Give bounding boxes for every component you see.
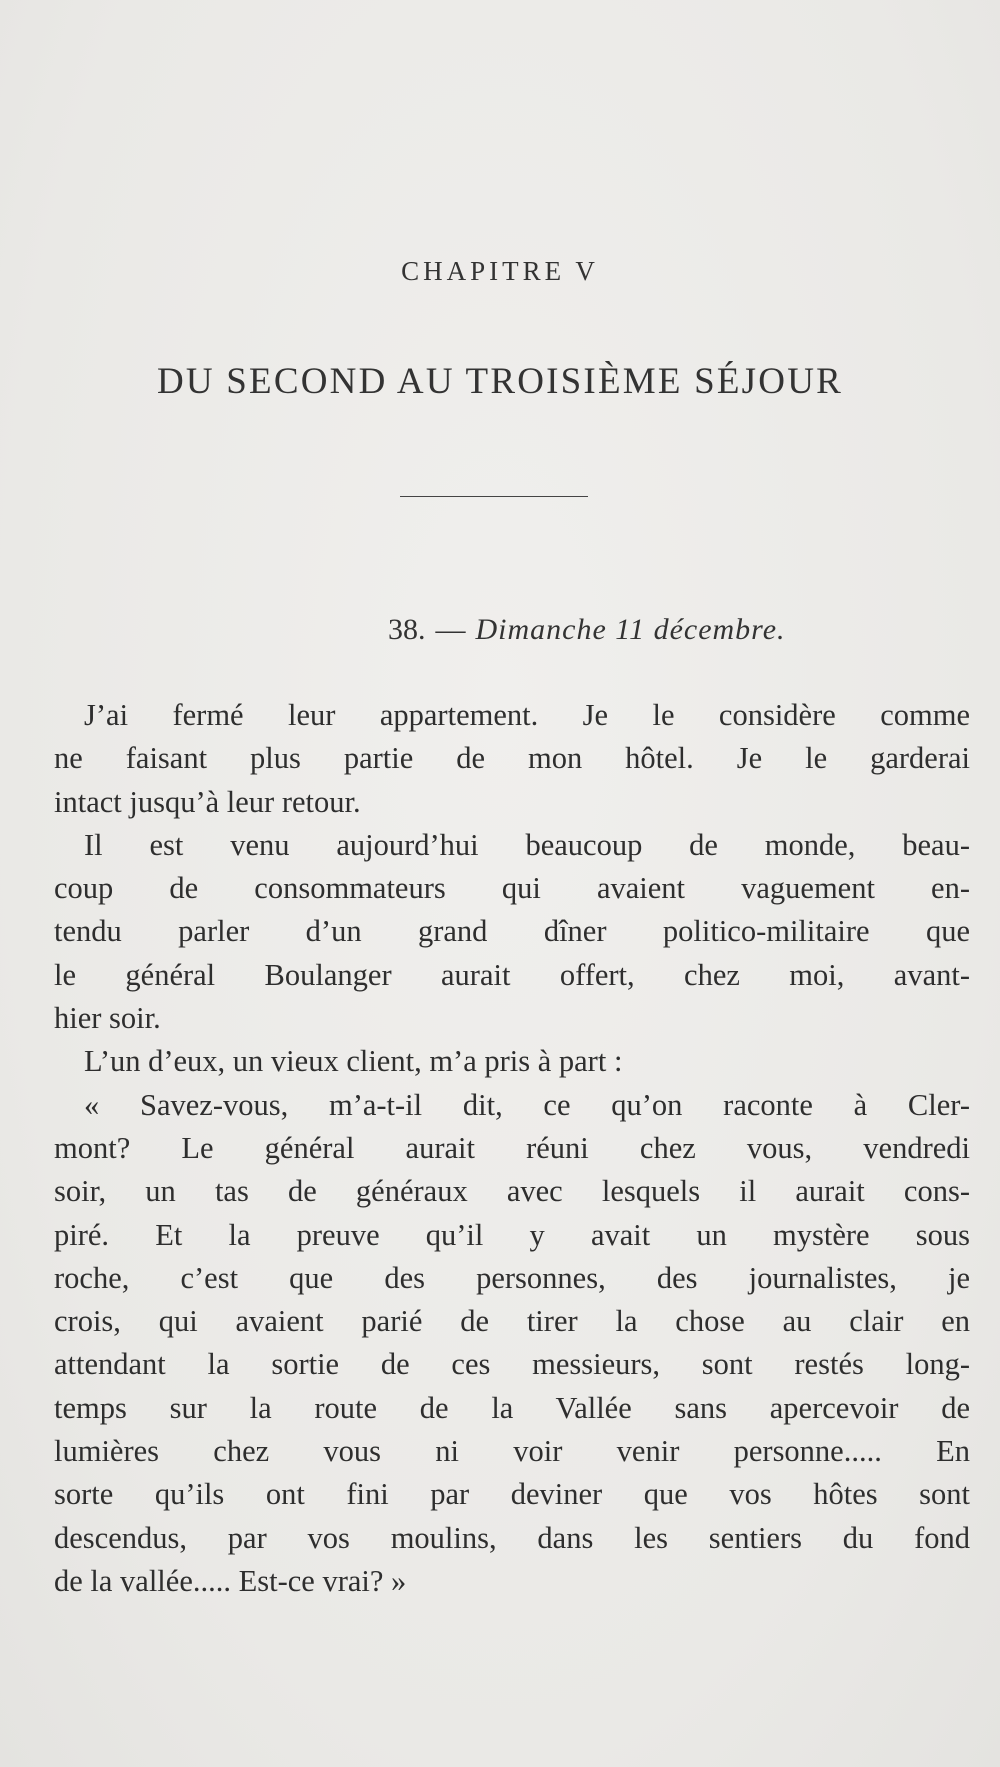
text-line: Il est venu aujourd’hui beaucoup de monde, beau- xyxy=(84,827,970,862)
text-line: tendu parler d’un grand dîner politico-militaire que xyxy=(54,914,970,949)
text-line: temps sur la route de la Vallée sans apercevoir de xyxy=(54,1390,970,1425)
text-line: ne faisant plus partie de mon hôtel. Je le garderai xyxy=(54,741,970,776)
chapter-label: CHAPITRE V xyxy=(401,256,599,286)
text-line: roche, c’est que des personnes, des journalistes, je xyxy=(54,1260,970,1295)
text-line: sorte qu’ils ont fini par deviner que vos hôtes sont xyxy=(54,1477,970,1512)
entry-separator: — xyxy=(435,613,466,646)
text-line: crois, qui avaient parié de tirer la chose au clair en xyxy=(54,1304,970,1339)
body-text xyxy=(54,694,970,1603)
text-line: « Savez-vous, m’a-t-il dit, ce qu’on raconte à Cler- xyxy=(84,1087,970,1122)
text-line: lumières chez vous ni voir venir personne..... En xyxy=(54,1434,970,1469)
text-line: coup de consommateurs qui avaient vaguement en- xyxy=(54,871,970,906)
text-line: hier soir. xyxy=(54,1001,161,1036)
entry-heading xyxy=(388,613,786,647)
text-line: J’ai fermé leur appartement. Je le considère comme xyxy=(84,698,970,732)
text-line: piré. Et la preuve qu’il y avait un mystère sous xyxy=(54,1217,970,1252)
chapter-title: DU SECOND AU TROISIÈME SÉJOUR xyxy=(156,361,843,402)
text-line: soir, un tas de généraux avec lesquels il aurait cons- xyxy=(54,1174,970,1209)
text-line: intact jusqu’à leur retour. xyxy=(54,784,361,819)
text-line: descendus, par vos moulins, dans les sentiers du fond xyxy=(54,1520,970,1555)
text-line: le général Boulanger aurait offert, chez moi, avant- xyxy=(54,957,970,992)
text-line: de la vallée..... Est-ce vrai? » xyxy=(54,1563,407,1598)
text-line: L’un d’eux, un vieux client, m’a pris à part : xyxy=(84,1044,623,1079)
text-line: mont? Le général aurait réuni chez vous, vendredi xyxy=(54,1130,970,1165)
entry-date: Dimanche 11 décembre. xyxy=(475,613,786,646)
title-divider xyxy=(400,496,588,497)
entry-number: 38. xyxy=(388,613,426,646)
text-line: attendant la sortie de ces messieurs, sont restés long- xyxy=(54,1347,970,1382)
